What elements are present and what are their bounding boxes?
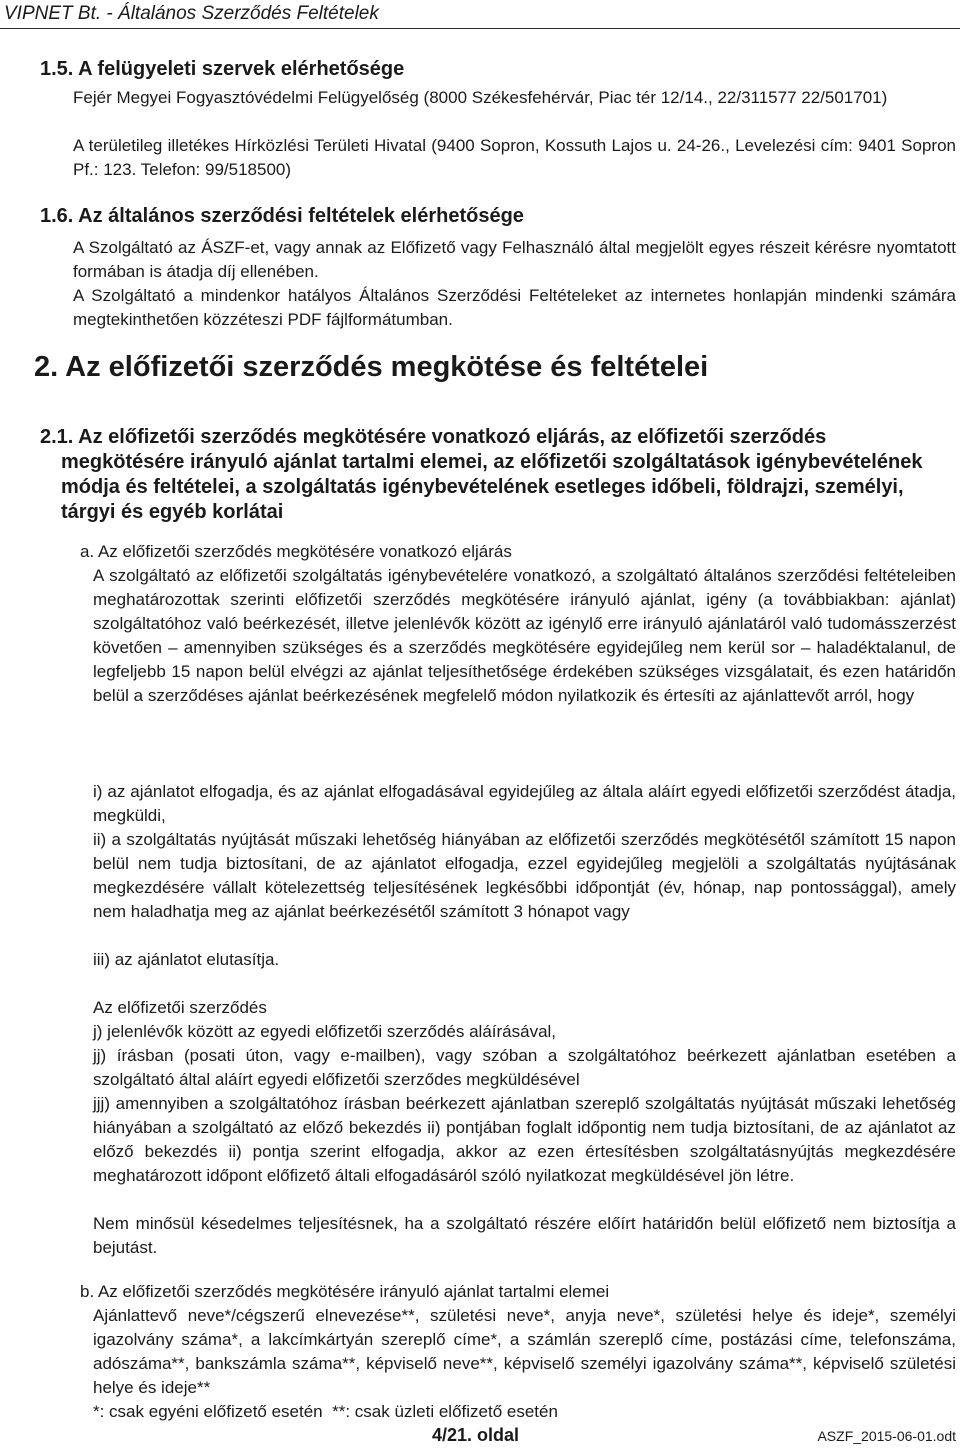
document-header-title: VIPNET Bt. - Általános Szerződés Feltételek	[4, 3, 379, 24]
subsection-a-item-iii: iii) az ajánlatot elutasítja.	[93, 950, 280, 969]
subsection-a-main-text: A szolgáltató az előfizetői szolgáltatás igénybevételére vonatkozó, a szolgáltató általános szerződési feltételeiben meghatározottak szerinti előfizetői szerződés megkötésére irányuló ajánlat, igény (a továbbiakban: ajánlat) szolgáltatóhoz való beérkezését, illetve jelenlévők között az igénylő erre irányuló ajánlatáról való tudomásszerzést követően – amennyiben szükséges és a szerződés megkötésére egyidejűleg nem kerül sor – haladéktalanul, de legfeljebb 15 napon belül elvégzi az ajánlat teljesíthetősége érdekében szükséges vizsgálatait, és ezen határidőn belül a szerződéses ajánlat beérkezésének megfelelő módon nyilatkozik és értesíti az ajánlattevőt arról, hogy	[93, 566, 956, 705]
header-divider	[0, 28, 960, 29]
section-1-5-line-1: Fejér Megyei Fogyasztóvédelmi Felügyelőség (8000 Székesfehérvár, Piac tér 12/14., 22/311577 22/501701)	[73, 88, 888, 107]
contract-formation-item-jjj: jjj) amennyiben a szolgáltatóhoz írásban beérkezett ajánlatban szereplő szolgáltatás nyújtását műszaki lehetőség hiányában a szolgáltató az előző bekezdés ii) pontjában foglalt időpontig nem tudja biztosítani, de az ajánlatot az előző bekezdés ii) pontja szerint elfogadja, akkor az ezen értesítésben szolgáltatásnyújtás megkezdésére meghatározott időpont előfizető általi elfogadásáról szóló nyilatkozat megküldésével jön létre.	[93, 1094, 956, 1185]
subsection-b-title: b. Az előfizetői szerződés megkötésére irányuló ajánlat tartalmi elemei	[80, 1282, 610, 1301]
contract-formation-label: Az előfizetői szerződés	[93, 998, 267, 1017]
subsection-a-title: a. Az előfizetői szerződés megkötésére vonatkozó eljárás	[80, 542, 512, 561]
subsection-b-main-text: Ajánlattevő neve*/cégszerű elnevezése**, születési neve*, anyja neve*, születési helye és ideje*, személyi igazolvány száma*, a lakcímkártyán szereplő címe*, a számlán szereplő címe, postázási címe, telefonszáma, adószáma**, bankszámla száma**, képviselő neve**, képviselő személyi igazolvány száma**, képviselő születési helye és ideje**	[93, 1306, 956, 1397]
section-1-6-paragraph-2: A Szolgáltató a mindenkor hatályos Általános Szerződési Feltételeket az internetes honlapján mindenki számára megtekinthetően közzéteszi PDF fájlformátumban.	[73, 286, 956, 329]
contract-formation-item-j: j) jelenlévők között az egyedi előfizetői szerződés aláírásával,	[93, 1022, 557, 1041]
contract-formation-item-jj: jj) írásban (posati úton, vagy e-mailben), vagy szóban a szolgáltatóhoz beérkezett ajánlatban esetében a szolgáltató által aláírt egyedi előfizetői szerződes megküldésével	[93, 1046, 956, 1089]
section-1-6-heading: 1.6. Az általános szerződési feltételek elérhetősége	[40, 205, 524, 227]
section-2-1-heading	[40, 425, 952, 525]
late-performance-note: Nem minősül késedelmes teljesítésnek, ha a szolgáltató részére előírt határidőn belül előfizető nem biztosítja a bejutást.	[93, 1214, 956, 1257]
section-1-5-line-2: A területileg illetékes Hírközlési Területi Hivatal (9400 Sopron, Kossuth Lajos u. 24-26., Levelezési cím: 9401 Sopron Pf.: 123. Telefon: 99/518500)	[73, 136, 956, 179]
subsection-a-item-i: i) az ajánlatot elfogadja, és az ajánlat elfogadásával egyidejűleg az általa aláírt egyedi előfizetői szerződést átadja, megküldi,	[93, 782, 956, 825]
section-1-5	[40, 56, 404, 82]
section-2-1-heading-text: 2.1. Az előfizetői szerződés megkötésére vonatkozó eljárás, az előfizetői szerződés megkötésére irányuló ajánlat tartalmi elemei, az előfizetői szolgáltatások igénybevételének módja és feltételei, a szolgáltatás igénybevételének esetleges időbeli, földrajzi, személyi, tárgyi és egyéb korlátai	[40, 426, 923, 523]
file-name: ASZF_2015-06-01.odt	[817, 1428, 956, 1444]
section-1-6-paragraph-1: A Szolgáltató az ÁSZF-et, vagy annak az Előfizető vagy Felhasználó által megjelölt egyes részeit kérésre nyomtatott formában is átadja díj ellenében.	[73, 238, 956, 281]
subsection-a-item-ii: ii) a szolgáltatás nyújtását műszaki lehetőség hiányában az előfizetői szerződés megkötésétől számított 15 napon belül nem tudja biztosítani, de az ajánlatot elfogadja, ezzel egyidejűleg megjelöli a szolgáltatás nyújtásának megkezdésére vállalt kötelezettség teljesítésének legkésőbbi időpontját (év, hónap, nap pontossággal), amely nem haladhatja meg az ajánlat beérkezésétől számított 3 hónapot vagy	[93, 830, 956, 921]
page-number: 4/21. oldal	[432, 1425, 520, 1445]
chapter-2-heading: 2. Az előfizetői szerződés megkötése és feltételei	[34, 351, 709, 383]
subsection-b-footnote: *: csak egyéni előfizető esetén **: csak üzleti előfizető esetén	[93, 1402, 558, 1421]
section-1-5-heading: 1.5. A felügyeleti szervek elérhetősége	[40, 58, 405, 80]
